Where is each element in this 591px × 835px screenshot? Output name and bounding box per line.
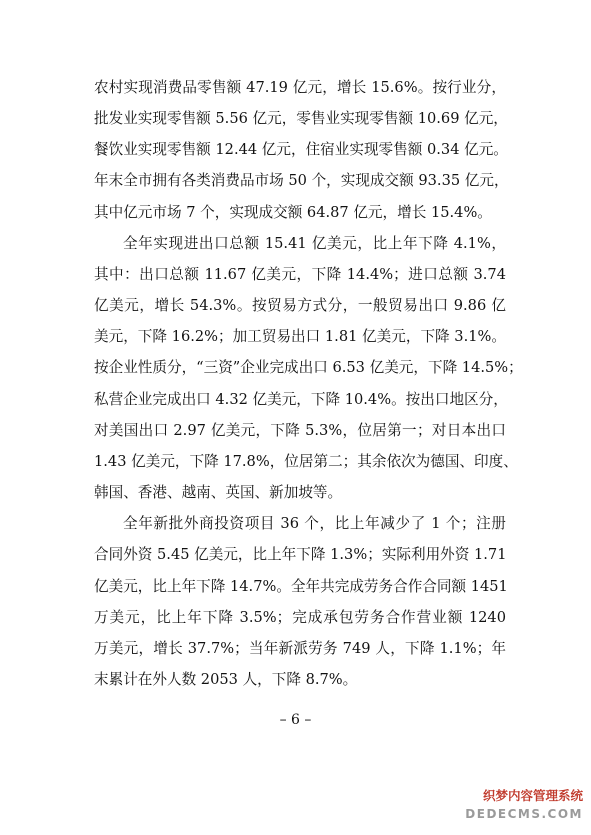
watermark-title: 织梦内容管理系统 — [482, 788, 583, 803]
paragraph-1-line-5: 其中亿元市场 7 个，实现成交额 64.87 亿元，增长 15.4%。 — [94, 204, 492, 221]
paragraph-2-line-1: 全年实现进出口总额 15.41 亿美元，比上年下降 4.1%， — [123, 235, 506, 252]
paragraph-1-line-2: 批发业实现零售额 5.56 亿元，零售业实现零售额 10.69 亿元， — [94, 110, 508, 127]
paragraph-3-line-2: 合同外资 5.45 亿美元，比上年下降 1.3%；实际利用外资 1.71 — [94, 546, 507, 563]
paragraph-3-line-3: 亿美元，比上年下降 14.7%。全年共完成劳务合作合同额 1451 — [94, 578, 508, 595]
paragraph-1-line-3: 餐饮业实现零售额 12.44 亿元，住宿业实现零售额 0.34 亿元。 — [94, 141, 508, 158]
paragraph-2-line-7: 对美国出口 2.97 亿美元，下降 5.3%，位居第一；对日本出口 — [94, 422, 506, 439]
paragraph-2-line-2: 其中：出口总额 11.67 亿美元，下降 14.4%；进口总额 3.74 — [94, 266, 506, 283]
paragraph-2-line-8: 1.43 亿美元，下降 17.8%，位居第二；其余依次为德国、印度、 — [94, 453, 518, 470]
paragraph-1-line-1: 农村实现消费品零售额 47.19 亿元，增长 15.6%。按行业分， — [94, 79, 506, 96]
paragraph-3-line-4: 万美元，比上年下降 3.5%；完成承包劳务合作营业额 1240 — [94, 609, 506, 626]
paragraph-2-line-5: 按企业性质分，“三资”企业完成出口 6.53 亿美元，下降 14.5%； — [94, 359, 523, 376]
paragraph-2-line-9: 韩国、香港、越南、英国、新加坡等。 — [94, 484, 343, 501]
paragraph-3-line-1: 全年新批外商投资项目 36 个，比上年减少了 1 个；注册 — [123, 515, 506, 532]
page-number: – 6 – — [279, 712, 312, 728]
paragraph-2-line-3: 亿美元，增长 54.3%。按贸易方式分，一般贸易出口 9.86 亿 — [94, 297, 506, 314]
paragraph-1-line-4: 年末全市拥有各类消费品市场 50 个，实现成交额 93.35 亿元， — [94, 172, 509, 189]
paragraph-2-line-4: 美元，下降 16.2%；加工贸易出口 1.81 亿美元，下降 3.1%。 — [94, 328, 506, 345]
watermark-logo — [463, 787, 583, 827]
paragraph-3-line-6: 末累计在外人数 2053 人，下降 8.7%。 — [94, 671, 358, 688]
paragraph-3-line-5: 万美元，增长 37.7%；当年新派劳务 749 人，下降 1.1%；年 — [94, 640, 506, 657]
paragraph-2-line-6: 私营企业完成出口 4.32 亿美元，下降 10.4%。按出口地区分， — [94, 391, 508, 408]
watermark-domain: DEDECMS.COM — [465, 807, 583, 821]
